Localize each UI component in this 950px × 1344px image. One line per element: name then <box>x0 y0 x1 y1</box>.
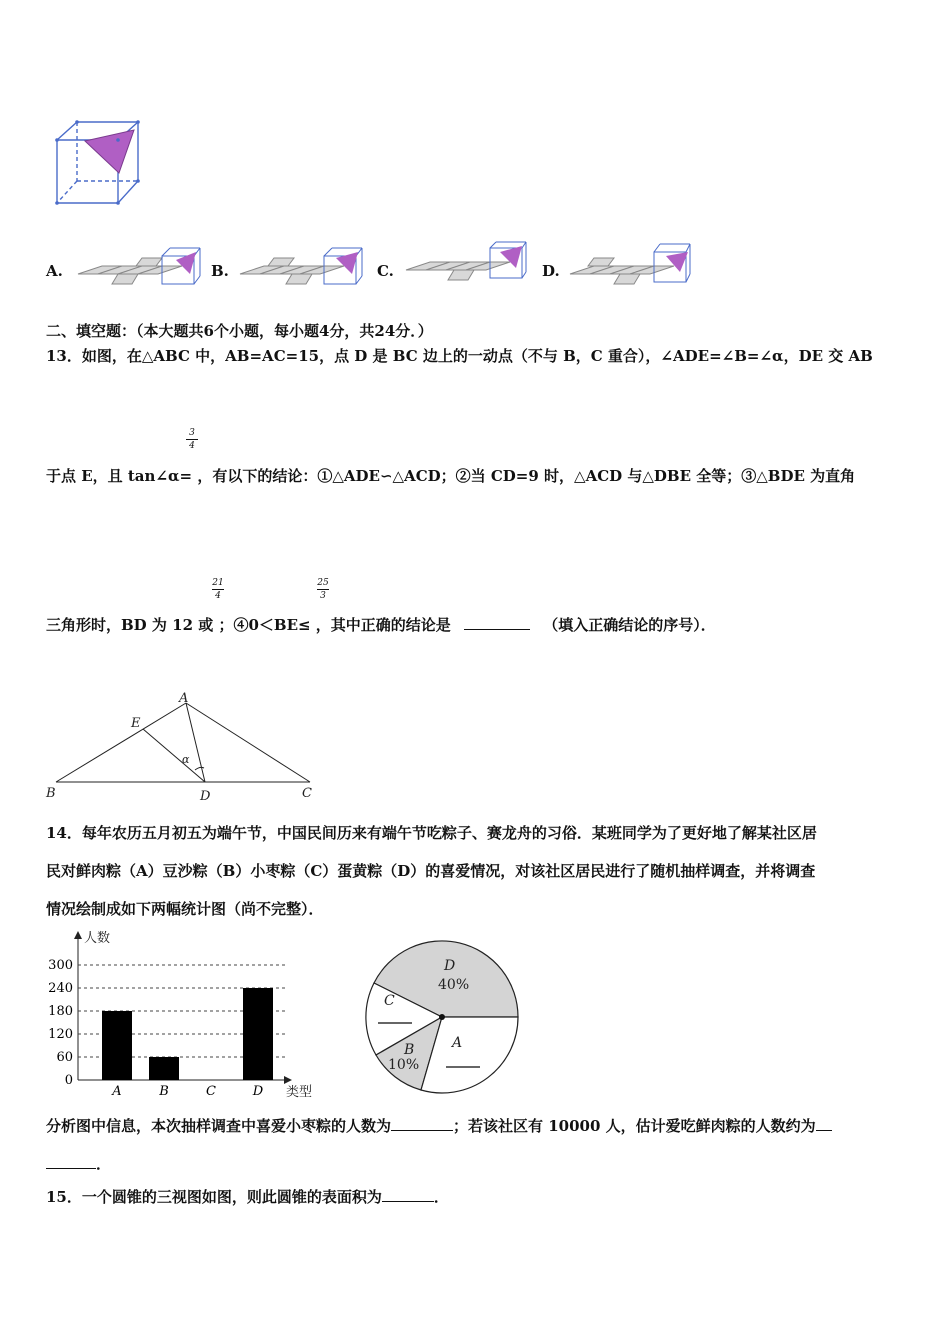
q15-text: 15．一个圆锥的三视图如图，则此圆锥的表面积为 <box>46 1188 382 1206</box>
y-tick-label: 0 <box>64 1073 73 1088</box>
bar-a <box>102 1011 132 1080</box>
q14-line-5-end: ． <box>96 1155 112 1173</box>
y-tick-label: 60 <box>56 1050 73 1065</box>
pie-label-c: C <box>384 993 395 1009</box>
fraction-bd <box>211 578 225 601</box>
q14-line-1: 14．每年农历五月初五为端午节，中国民间历来有端午节吃粽子、赛龙舟的习俗．某班同学为了更好地了解某社区居 <box>46 824 817 842</box>
frac-den: 3 <box>320 591 326 601</box>
pie-chart <box>360 935 530 1095</box>
option-a-net-figure[interactable] <box>76 244 206 296</box>
option-c-label[interactable]: C. <box>377 262 394 280</box>
q14-blank-2-cont[interactable] <box>46 1168 96 1169</box>
frac-den: 4 <box>215 591 221 601</box>
y-tick-label: 120 <box>48 1027 73 1042</box>
x-tick-label: D <box>252 1084 264 1099</box>
q14-line-3: 情况绘制成如下两幅统计图（尚不完整）． <box>46 900 324 918</box>
bar-chart <box>40 925 330 1100</box>
q14-blank-1[interactable] <box>391 1130 453 1131</box>
option-a-label[interactable]: A. <box>46 262 63 280</box>
bar-d <box>243 988 273 1080</box>
x-tick-label: A <box>112 1084 122 1099</box>
q13-line-3 <box>46 614 716 635</box>
label-e: E <box>131 716 141 731</box>
section-2-heading: 二、填空题：（本大题共6个小题，每小题4分，共24分．） <box>46 322 433 340</box>
triangle-figure <box>40 690 330 805</box>
q15-blank[interactable] <box>382 1201 434 1202</box>
q13-line-2: 于点 E，且 tan∠α= ，有以下的结论：①△ADE∽△ACD；②当 CD=9 时，△ACD 与△DBE 全等；③△BDE 为直角 <box>46 467 856 485</box>
pie-label-b: B <box>404 1042 415 1058</box>
frac-num: 21 <box>212 578 224 588</box>
y-tick-label: 300 <box>48 958 73 973</box>
pie-label-d: D <box>444 958 456 974</box>
option-c-net-figure[interactable] <box>404 240 534 294</box>
q13-line-3-end: （填入正确结论的序号）． <box>543 616 716 634</box>
option-b-label[interactable]: B. <box>211 262 229 280</box>
y-tick-label: 240 <box>48 981 73 996</box>
label-b: B <box>46 786 56 801</box>
frac-num: 3 <box>189 428 195 438</box>
x-tick-label: C <box>206 1084 216 1099</box>
pie-pct-b: 10% <box>388 1057 420 1073</box>
frac-den: 4 <box>189 441 195 451</box>
option-d-net-figure[interactable] <box>568 242 698 296</box>
q15-line <box>46 1186 449 1207</box>
label-d: D <box>200 789 211 804</box>
q14-line-4 <box>46 1115 832 1136</box>
shaded-triangle <box>85 130 134 173</box>
fraction-be <box>316 578 330 601</box>
x-axis-label: 类型 <box>286 1085 313 1100</box>
pie-label-a: A <box>452 1035 463 1051</box>
frac-num: 25 <box>317 578 329 588</box>
y-tick-label: 180 <box>48 1004 73 1019</box>
q13-line-3-text: 三角形时，BD 为 12 或 ；④0＜BE≤ ，其中正确的结论是 <box>46 616 451 634</box>
q14-blank-2[interactable] <box>816 1130 832 1131</box>
label-a: A <box>179 691 189 706</box>
option-d-label[interactable]: D. <box>542 262 560 280</box>
fraction-tan <box>185 428 199 451</box>
label-alpha: α <box>182 753 190 766</box>
option-b-net-figure[interactable] <box>238 244 368 296</box>
pie-pct-d: 40% <box>438 977 470 993</box>
q14-line-4-mid: ；若该社区有 10000 人，估计爱吃鲜肉粽的人数约为 <box>453 1117 816 1135</box>
q14-line-5 <box>46 1153 111 1174</box>
q13-line-1: 13．如图，在△ABC 中，AB=AC=15，点 D 是 BC 边上的一动点（不与 B，C 重合），∠ADE=∠B=∠α，DE 交 AB <box>46 347 873 365</box>
q15-end: ． <box>433 1188 449 1206</box>
x-tick-label: B <box>159 1084 169 1099</box>
q13-answer-blank[interactable] <box>464 629 530 630</box>
q14-line-2: 民对鲜肉粽（A）豆沙粽（B）小枣粽（C）蛋黄粽（D）的喜爱情况，对该社区居民进行了随机抽样调查，并将调查 <box>46 862 816 880</box>
bar-b <box>149 1057 179 1080</box>
y-axis-label: 人数 <box>84 931 111 946</box>
label-c: C <box>302 786 312 801</box>
cube-figure <box>50 115 145 210</box>
q14-line-4-text: 分析图中信息，本次抽样调查中喜爱小枣粽的人数为 <box>46 1117 392 1135</box>
